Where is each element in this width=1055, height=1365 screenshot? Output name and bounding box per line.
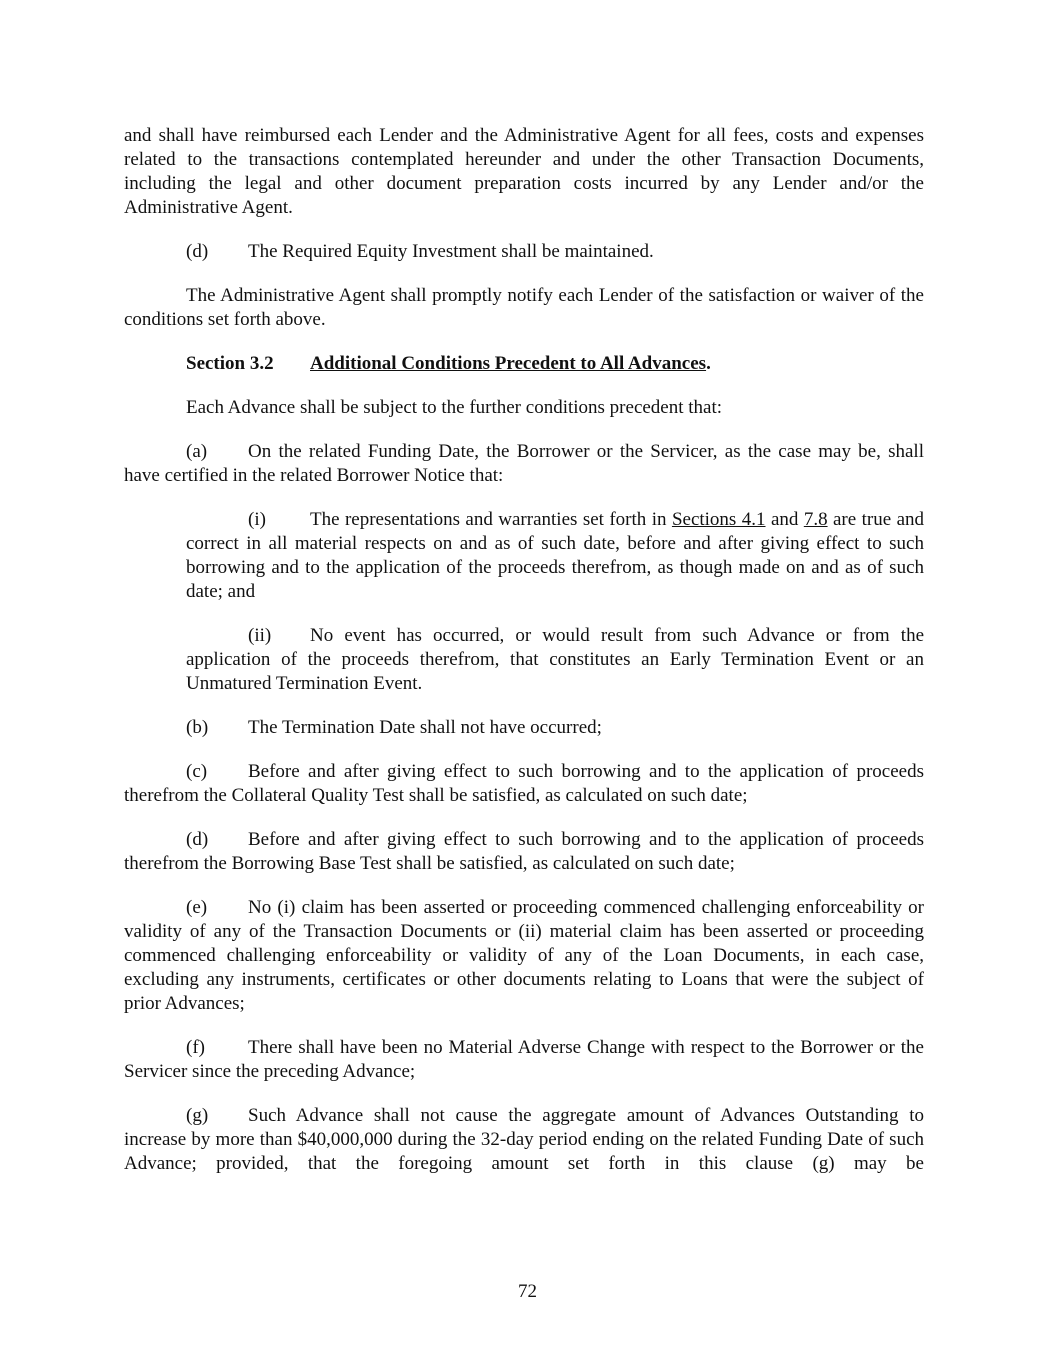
clause-b: (b) The Termination Date shall not have occurred; [186, 717, 602, 738]
clause-f: (f) There shall have been no Material Adverse Change with respect to the Borrower or the Servicer since the preceding Advance; [124, 1037, 924, 1082]
paragraph-intro: Each Advance shall be subject to the further conditions precedent that: [186, 397, 723, 418]
section-reference-4-1: Sections 4.1 [671, 509, 766, 530]
clause-a: (a) On the related Funding Date, the Borrower or the Servicer, as the case may be, shall have certified in the related Borrower Notice that: [124, 441, 924, 486]
section-reference-7-8: 7.8 [803, 509, 828, 530]
clause-label: (f) [186, 1037, 205, 1058]
section-title: Additional Conditions Precedent to All Advances [310, 353, 707, 374]
clause-d-required-equity: (d) The Required Equity Investment shall be maintained. [186, 241, 654, 262]
paragraph-continuation: and shall have reimbursed each Lender and the Administrative Agent for all fees, costs and expenses related to the transactions contemplated hereunder and under the other Transaction Documents, including the legal and other document preparation costs incurred by any Lender and/or the Administrative Agent. [124, 125, 924, 218]
subclause-i: (i) The representations and warranties set forth in Sections 4.1 and 7.8 are true and correct in all material respects on and as of such date, before and after giving effect to such borrowing and to the application of the proceeds therefrom, as though made on and as of such date; and [186, 509, 925, 602]
clause-c: (c) Before and after giving effect to such borrowing and to the application of proceeds therefrom the Collateral Quality Test shall be satisfied, as calculated on such date; [124, 761, 924, 806]
clause-label: (b) [186, 717, 209, 738]
clause-label: (a) [186, 441, 208, 462]
clause-label: (i) [248, 509, 266, 530]
paragraph-notify: The Administrative Agent shall promptly notify each Lender of the satisfaction or waiver of the conditions set forth above. [124, 285, 924, 330]
clause-d: (d) Before and after giving effect to such borrowing and to the application of proceeds therefrom the Borrowing Base Test shall be satisfied, as calculated on such date; [124, 829, 924, 874]
clause-label: (e) [186, 897, 208, 918]
page-number: 72 [518, 1281, 537, 1302]
subclause-ii: (ii) No event has occurred, or would result from such Advance or from the application of the proceeds therefrom, that constitutes an Early Termination Event or an Unmatured Termination Event. [186, 625, 924, 694]
clause-label: (c) [186, 761, 208, 782]
clause-label: (g) [186, 1105, 209, 1126]
clause-label: (ii) [248, 625, 272, 646]
clause-label: (d) [186, 829, 209, 850]
document-page [124, 124, 924, 1176]
clause-label: (d) [186, 241, 209, 262]
section-heading: Section 3.2 Additional Conditions Precedent to All Advances. [186, 353, 711, 374]
clause-g: (g) Such Advance shall not cause the aggregate amount of Advances Outstanding to increase by more than $40,000,000 during the 32-day period ending on the related Funding Date of such Advance; provided, that the foregoing amount set forth in this clause (g) may be [124, 1105, 924, 1174]
section-number: Section 3.2 [186, 353, 274, 374]
clause-e: (e) No (i) claim has been asserted or proceeding commenced challenging enforceability or validity of any of the Transaction Documents or (ii) material claim has been asserted or proceeding commenced challenging enforceability or validity of any of the Loan Documents, in each case, excluding any instruments, certificates or other documents relating to Loans that were the subject of prior Advances; [124, 897, 924, 1014]
